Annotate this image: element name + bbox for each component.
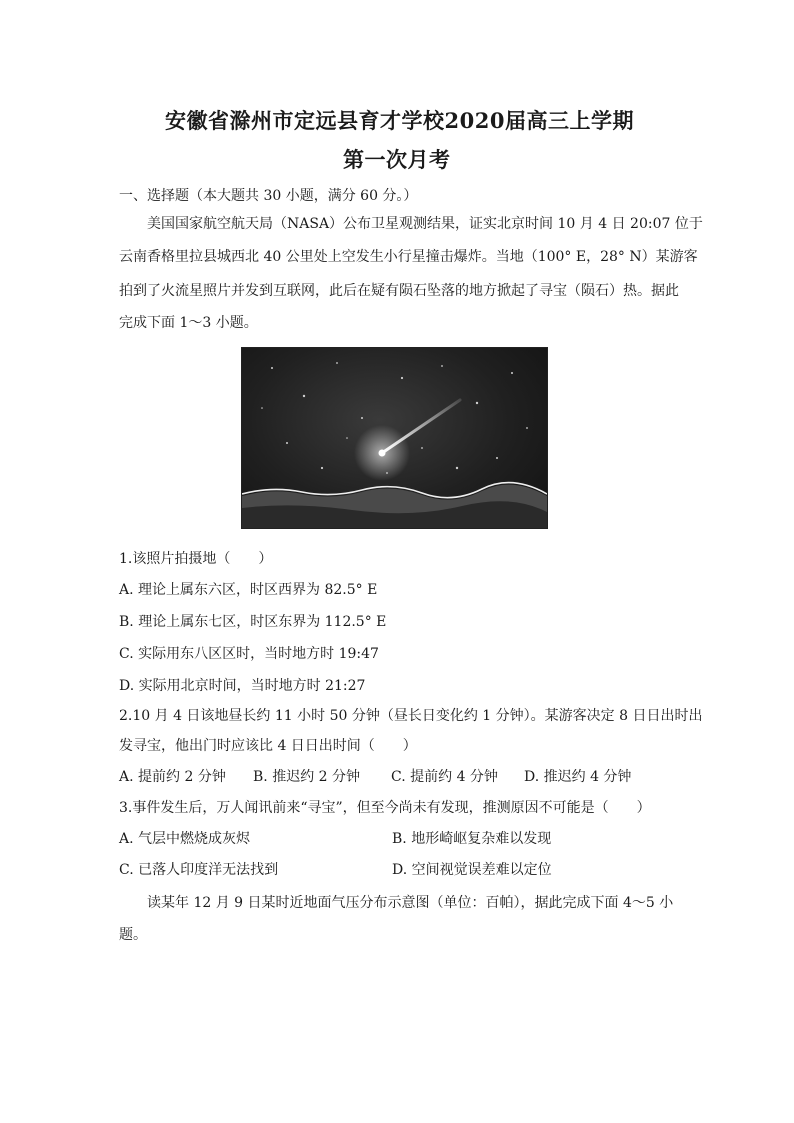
meteor-photo-graphic — [242, 348, 547, 528]
intro2-line-2: 题。 — [119, 927, 147, 943]
q1-option-b: B. 理论上属东七区，时区东界为 112.5° E — [119, 614, 387, 630]
q1-option-a: A. 理论上属东六区，时区西界为 82.5° E — [119, 582, 378, 598]
q2-option-a: A. 提前约 2 分钟 — [119, 769, 226, 785]
q2-line-1: 2.10 月 4 日该地昼长约 11 小时 50 分钟（昼长日变化约 1 分钟）。某游客决定 8 日日出时出 — [119, 708, 703, 724]
q3-option-a: A. 气层中燃烧成灰烬 — [119, 831, 251, 847]
intro-line-4: 完成下面 1～3 小题。 — [119, 315, 258, 331]
q1-option-d: D. 实际用北京时间，当时地方时 21:27 — [119, 678, 366, 694]
intro-line-2: 云南香格里拉县城西北 40 公里处上空发生小行星撞击爆炸。当地（100° E，28° N）某游客 — [119, 249, 698, 265]
q1-option-c: C. 实际用东八区区时，当时地方时 19:47 — [119, 646, 379, 662]
q3-option-d: D. 空间视觉误差难以定位 — [392, 862, 552, 878]
meteor-trail — [382, 400, 460, 453]
q2-line-2: 发寻宝，他出门时应该比 4 日日出时间（ ） — [119, 738, 417, 754]
q2-option-b: B. 推迟约 2 分钟 — [253, 769, 360, 785]
intro-line-3: 拍到了火流星照片并发到互联网，此后在疑有陨石坠落的地方掀起了寻宝（陨石）热。据此 — [119, 283, 679, 299]
page-subtitle: 第一次月考 — [343, 147, 451, 172]
q3-stem: 3.事件发生后，万人闻讯前来“寻宝”，但至今尚未有发现，推测原因不可能是（ ） — [119, 800, 651, 816]
meteor-head — [379, 450, 386, 457]
meteor-photo — [241, 347, 548, 529]
q3-option-b: B. 地形崎岖复杂难以发现 — [392, 831, 552, 847]
page-title: 安徽省滁州市定远县育才学校2020届高三上学期 — [165, 108, 634, 133]
q2-option-d: D. 推迟约 4 分钟 — [524, 769, 632, 785]
q3-option-c: C. 已落人印度洋无法找到 — [119, 862, 279, 878]
intro2-line-1: 读某年 12 月 9 日某时近地面气压分布示意图（单位：百帕），据此完成下面 4～5 小 — [147, 895, 674, 911]
q2-option-c: C. 提前约 4 分钟 — [391, 769, 498, 785]
intro-line-1: 美国国家航空航天局（NASA）公布卫星观测结果，证实北京时间 10 月 4 日 20:07 位于 — [147, 216, 703, 232]
section-heading: 一、选择题（本大题共 30 小题，满分 60 分。） — [119, 188, 418, 204]
q1-stem: 1.该照片拍摄地（ ） — [119, 551, 273, 567]
